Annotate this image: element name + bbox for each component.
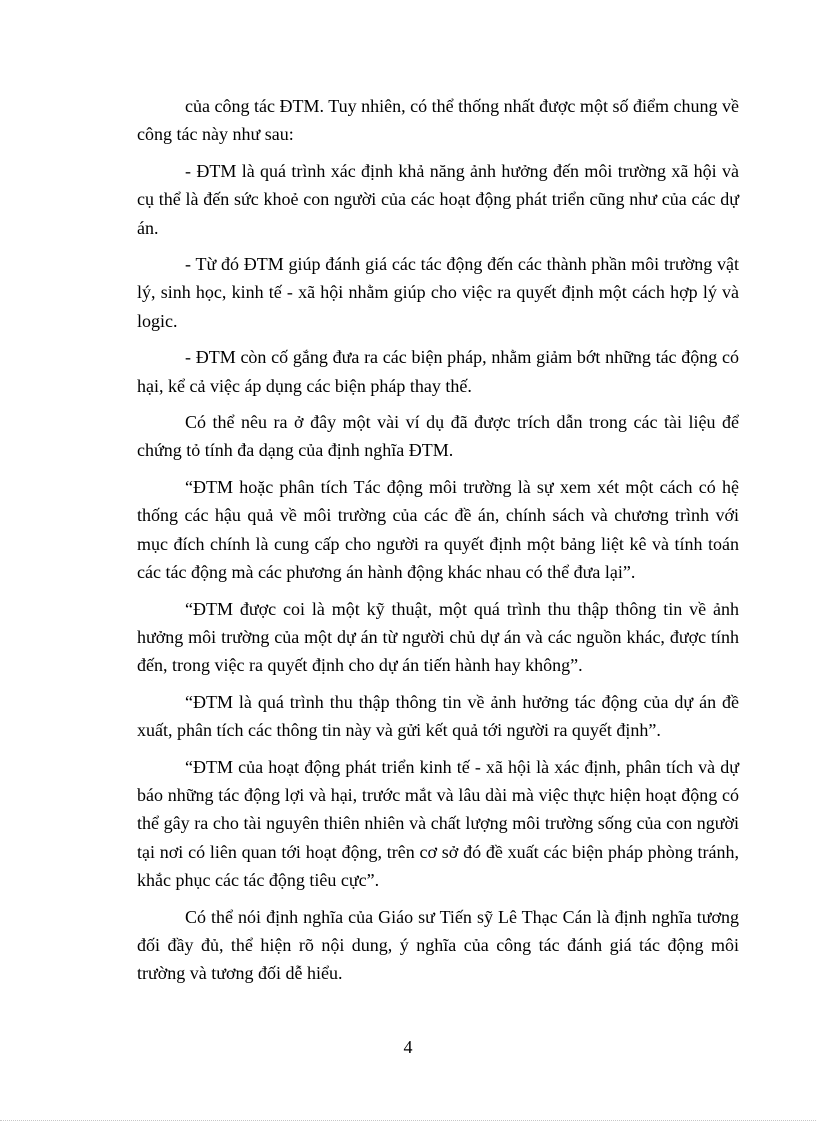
page-number: 4	[403, 1037, 413, 1057]
paragraph-bullet-1: - ĐTM là quá trình xác định khả năng ảnh hưởng đến môi trường xã hội và cụ thể là đến sức khoẻ con người của các hoạt động phát triển cũng như của các dự án.	[137, 160, 739, 238]
paragraph-quote-3: “ĐTM là quá trình thu thập thông tin về ảnh hưởng tác động của dự án đề xuất, phân tích các thông tin này và gửi kết quả tới người ra quyết định”.	[137, 691, 739, 741]
paragraph-intro: của công tác ĐTM. Tuy nhiên, có thể thống nhất được một số điểm chung về công tác này như sau:	[137, 96, 739, 145]
page-bottom-divider	[0, 1120, 816, 1121]
body-text	[137, 92, 739, 996]
paragraph-bullet-2: - Từ đó ĐTM giúp đánh giá các tác động đến các thành phần môi trường vật lý, sinh học, kinh tế - xã hội nhằm giúp cho việc ra quyết định một cách hợp lý và logic.	[137, 254, 739, 331]
paragraph-quote-1: “ĐTM hoặc phân tích Tác động môi trường là sự xem xét một cách có hệ thống các hậu quả về môi trường của các đề án, chính sách và chương trình với mục đích chính là cung cấp cho người ra quyết định một bảng liệt kê và tính toán các tác động mà các phương án hành động khác nhau có thể đưa lại”.	[137, 476, 739, 583]
paragraph-quote-4: “ĐTM của hoạt động phát triển kinh tế - xã hội là xác định, phân tích và dự báo những tác động lợi và hại, trước mắt và lâu dài mà việc thực hiện hoạt động có thể gây ra cho tài nguyên thiên nhiên và chất lượng môi trường sống của con người tại nơi có liên quan tới hoạt động, trên cơ sở đó đề xuất các biện pháp phòng tránh, khắc phục các tác động tiêu cực”.	[137, 756, 739, 891]
paragraph-bullet-3: - ĐTM còn cố gắng đưa ra các biện pháp, nhằm giảm bớt những tác động có hại, kể cả việc áp dụng các biện pháp thay thế.	[137, 347, 739, 396]
paragraph-examples-intro: Có thể nêu ra ở đây một vài ví dụ đã được trích dẫn trong các tài liệu để chứng tỏ tính đa dạng của định nghĩa ĐTM.	[137, 412, 739, 461]
paragraph-quote-2: “ĐTM được coi là một kỹ thuật, một quá trình thu thập thông tin về ảnh hưởng môi trường của một dự án từ người chủ dự án và các nguồn khác, được tính đến, trong việc ra quyết định cho dự án tiến hành hay không”.	[137, 598, 739, 676]
paragraph-conclusion: Có thể nói định nghĩa của Giáo sư Tiến sỹ Lê Thạc Cán là định nghĩa tương đối đầy đủ, thể hiện rõ nội dung, ý nghĩa của công tác đánh giá tác động môi trường và tương đối dễ hiểu.	[137, 906, 739, 984]
